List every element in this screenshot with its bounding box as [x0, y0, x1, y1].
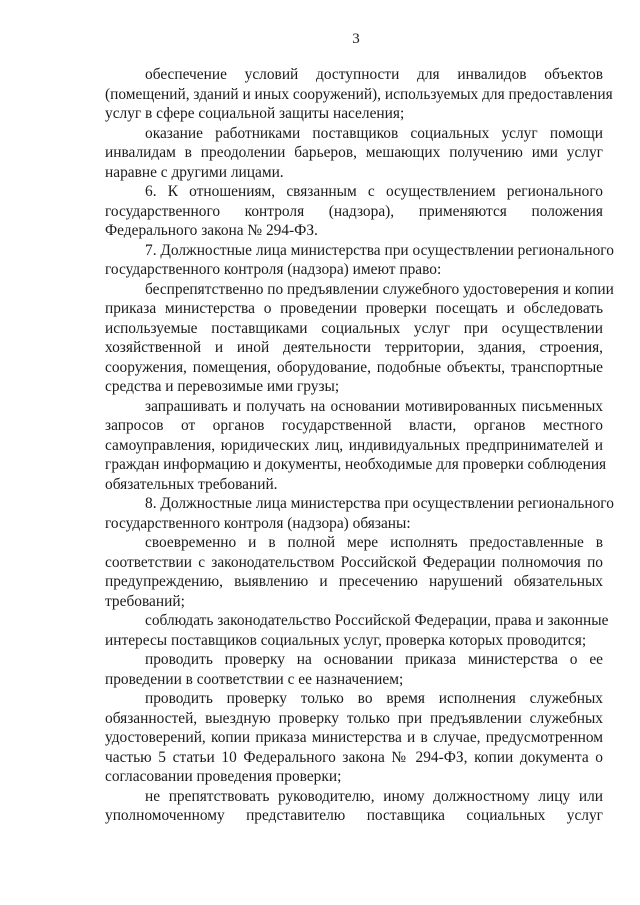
text-line: предупреждению, выявлению и пресечению нарушений обязательных: [105, 573, 603, 590]
paragraph: [105, 650, 603, 689]
paragraph: [105, 124, 603, 183]
text-line: Федерального закона № 294-ФЗ.: [105, 222, 318, 239]
text-line: 7. Должностные лица министерства при осуществлении регионального: [145, 241, 614, 259]
text-line: инвалидам в преодолении барьеров, мешающих получению ими услуг: [105, 144, 603, 161]
text-line: соблюдать законодательство Российской Федерации, права и законные: [145, 612, 609, 629]
text-line: интересы поставщиков социальных услуг, проверка которых проводится;: [105, 631, 587, 649]
text-line: своевременно и в полной мере исполнять предоставленные в: [145, 534, 603, 551]
text-line: 8. Должностные лица министерства при осуществлении регионального: [145, 495, 614, 512]
text-line: согласовании проведения проверки;: [105, 768, 342, 785]
text-line: используемые поставщиками социальных услуг при осуществлении: [105, 319, 603, 337]
paragraph: [105, 533, 603, 611]
text-line: проводить проверку только во время исполнения служебных: [145, 690, 603, 707]
text-line: обязательных требований.: [105, 475, 278, 493]
text-line: удостоверений, копии приказа министерства и в случае, предусмотренном: [105, 729, 603, 746]
text-line: наравне с другими лицами.: [105, 163, 284, 181]
text-line: сооружения, помещения, оборудование, подобные объекты, транспортные: [105, 358, 603, 376]
document-body: [105, 65, 614, 826]
text-line: самоуправления, юридических лиц, индивидуальных предпринимателей и: [105, 436, 603, 454]
text-line: уполномоченному представителю поставщика социальных услуг: [105, 807, 603, 824]
paragraph: [105, 689, 603, 787]
paragraph: [105, 397, 607, 495]
text-line: приказа министерства о проведении проверки посещать и обследовать: [105, 300, 603, 317]
text-line: оказание работниками поставщиков социальных услуг помощи: [145, 124, 603, 142]
text-line: государственного контроля (надзора) обязаны:: [105, 514, 411, 532]
text-line: государственного контроля (надзора), применяются положения: [105, 202, 603, 220]
text-line: запросов от органов государственной власти, органов местного: [105, 417, 603, 434]
paragraph: [105, 241, 614, 280]
text-line: частью 5 статьи 10 Федерального закона № 294-ФЗ, копии документа о: [105, 748, 603, 766]
text-line: хозяйственной и иной деятельности территории, здания, строения,: [105, 339, 603, 356]
text-line: проводить проверку на основании приказа министерства о ее: [145, 651, 603, 668]
paragraph: [105, 787, 603, 826]
text-line: обеспечение условий доступности для инвалидов объектов: [145, 66, 603, 83]
text-line: услуг в сфере социальной защиты населения;: [105, 105, 405, 122]
text-line: обязанностей, выездную проверку только при предъявлении служебных: [105, 709, 603, 727]
text-line: 6. К отношениям, связанным с осуществлением регионального: [145, 183, 603, 200]
text-line: (помещений, зданий и иных сооружений), используемых для предоставления: [105, 85, 613, 103]
paragraph: [105, 182, 603, 241]
paragraph: [105, 65, 613, 124]
text-line: средства и перевозимые ими грузы;: [105, 378, 340, 395]
text-line: проведении в соответствии с ее назначением;: [105, 670, 404, 688]
paragraph: [105, 611, 609, 650]
paragraph: [105, 280, 614, 397]
text-line: соответствии с законодательством Российской Федерации полномочия по: [105, 553, 603, 571]
text-line: запрашивать и получать на основании мотивированных письменных: [145, 397, 603, 415]
page-number: 3: [352, 31, 360, 47]
paragraph: [105, 494, 614, 533]
text-line: не препятствовать руководителю, иному должностному лицу или: [145, 787, 603, 805]
text-line: государственного контроля (надзора) имеют право:: [105, 261, 442, 278]
text-line: граждан информацию и документы, необходимые для проверки соблюдения: [105, 456, 607, 473]
text-line: беспрепятственно по предъявлении служебного удостоверения и копии: [145, 280, 614, 298]
text-line: требований;: [105, 592, 185, 610]
